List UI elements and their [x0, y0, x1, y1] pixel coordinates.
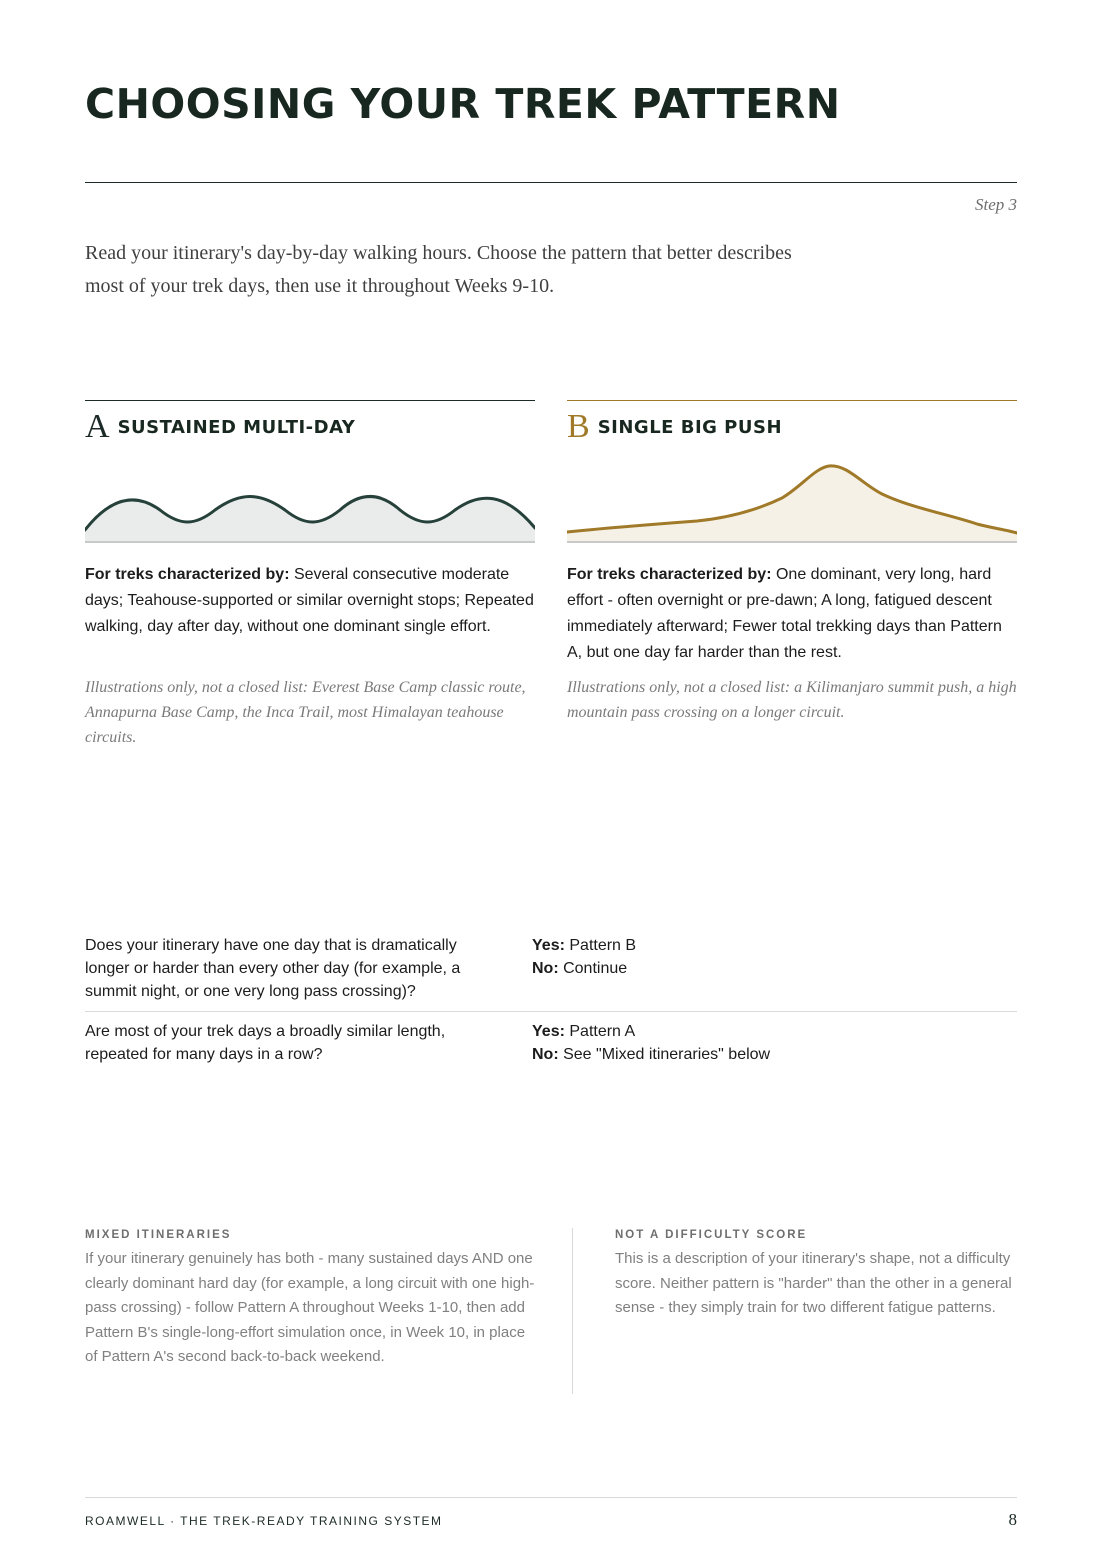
decision-divider [85, 1011, 1017, 1012]
no-text: See "Mixed itineraries" below [558, 1046, 771, 1063]
pattern-b-letter: B [567, 408, 590, 445]
pattern-b-desc-label: For treks characterized by: [567, 566, 772, 583]
answer-no [532, 1043, 1012, 1066]
difficulty-body: This is a description of your itinerary's shape, not a difficulty score. Neither pattern is "harder" than the other in a general sense - they simply train for two different fatigue patterns. [615, 1250, 1012, 1316]
pattern-a-examples: Illustrations only, not a closed list: Everest Base Camp classic route, Annapurna Base Camp, the Inca Trail, most Himalayan teahouse circuits. [85, 679, 526, 746]
pattern-b-examples: Illustrations only, not a closed list: a Kilimanjaro summit push, a high mountain pass crossing on a longer circuit. [567, 679, 1017, 721]
decision-answers [532, 934, 1012, 980]
decision-question: Are most of your trek days a broadly similar length, repeated for many days in a row? [85, 1023, 446, 1063]
pattern-a-divider [85, 400, 535, 401]
pattern-a-letter: A [85, 408, 110, 445]
single-peak-profile-icon [567, 458, 1017, 545]
no-label: No: [532, 960, 559, 977]
pattern-b-card [567, 400, 1017, 721]
pattern-b-desc-text: One dominant, very long, hard effort - often overnight or pre-dawn; A long, fatigued descent immediately afterward; Fewer total trekking days than Pattern A, but one day far harder than the rest. [567, 566, 1002, 661]
pattern-b-description [567, 562, 1017, 666]
footer-divider [85, 1497, 1017, 1498]
yes-text: Pattern A [564, 1023, 636, 1040]
wave-profile-icon [85, 458, 535, 545]
title-divider [85, 182, 1017, 183]
pattern-b-divider [567, 400, 1017, 401]
pattern-a-desc-text: Several consecutive moderate days; Teahouse-supported or similar overnight stops; Repeated walking, day after day, without one dominant single effort. [85, 566, 534, 635]
difficulty-note [615, 1229, 1017, 1321]
answer-yes [532, 1020, 1012, 1043]
pattern-a-desc-label: For treks characterized by: [85, 566, 290, 583]
mixed-itineraries-note [85, 1229, 535, 1370]
difficulty-label: NOT A DIFFICULTY SCORE [615, 1229, 808, 1241]
page [85, 0, 1017, 1556]
mixed-itineraries-body: If your itinerary genuinely has both - many sustained days AND one clearly dominant hard day (for example, a long circuit with one high-pass crossing) - follow Pattern A throughout Weeks 1-10, then add Pattern B's single-long-effort simulation once, in Week 10, in place of Pattern A's second back-to-back weekend. [85, 1250, 535, 1365]
yes-label: Yes: [532, 937, 565, 954]
no-label: No: [532, 1046, 559, 1063]
answer-no [532, 957, 1012, 980]
decision-question: Does your itinerary have one day that is dramatically longer or harder than every other day (for example, a summit night, or one very long pass crossing)? [85, 937, 461, 1000]
pattern-a-description [85, 562, 535, 640]
step-label: Step 3 [974, 195, 1017, 214]
footer-brand: ROAMWELL · THE TREK-READY TRAINING SYSTEM [85, 1514, 443, 1528]
pattern-a-card [85, 400, 535, 746]
pattern-b-heading [567, 408, 782, 446]
pattern-a-name: SUSTAINED MULTI-DAY [117, 416, 356, 438]
mixed-itineraries-label: MIXED ITINERARIES [85, 1229, 232, 1241]
pattern-b-name: SINGLE BIG PUSH [597, 416, 783, 438]
notes-divider [572, 1228, 573, 1394]
yes-text: Pattern B [564, 937, 637, 954]
intro-paragraph: Read your itinerary's day-by-day walking hours. Choose the pattern that better describes most of your trek days, then use it throughout Weeks 9-10. [85, 242, 792, 297]
pattern-a-heading [85, 408, 355, 446]
page-title: CHOOSING YOUR TREK PATTERN [85, 80, 841, 128]
no-text: Continue [558, 960, 628, 977]
page-number: 8 [1008, 1510, 1017, 1529]
peak-profile-fill [567, 466, 1017, 542]
answer-yes [532, 934, 1012, 957]
yes-label: Yes: [532, 1023, 565, 1040]
decision-answers [532, 1020, 1012, 1066]
